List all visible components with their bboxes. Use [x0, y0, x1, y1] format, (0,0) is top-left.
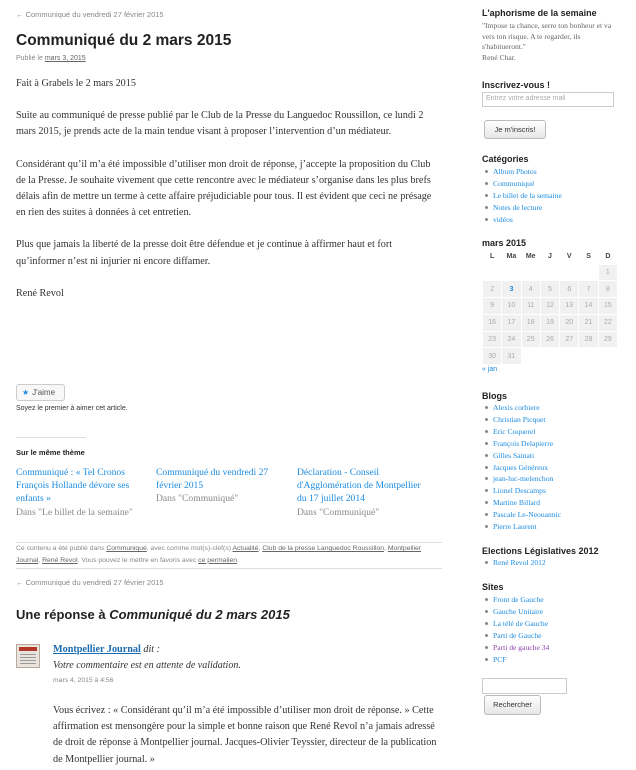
- blogs-list: [482, 402, 561, 533]
- aphorism-quote: "Impose ta chance, serre ton bonheur et va vers ton risque. A te regarder, ils s'habitueront.": [482, 21, 612, 51]
- blog-item[interactable]: Lionel Descamps: [482, 485, 561, 497]
- subscribe-button[interactable]: Je m'inscris!: [484, 120, 546, 139]
- footer-text: .: [237, 556, 239, 564]
- calendar: [482, 250, 618, 365]
- comments-title-post: Communiqué du 2 mars 2015: [109, 607, 290, 622]
- calendar-day-name: Me: [525, 253, 536, 261]
- calendar-week-row: [483, 348, 618, 365]
- site-item[interactable]: Gauche Unitaire: [482, 606, 549, 618]
- related-context: Dans "Communiqué": [156, 493, 239, 505]
- calendar-empty-cell: [560, 264, 579, 281]
- related-item: [156, 466, 290, 506]
- related-context: Dans "Le billet de la semaine": [16, 506, 133, 518]
- site-item[interactable]: La télé de Gauche: [482, 618, 549, 630]
- calendar-day: 11: [521, 298, 540, 315]
- calendar-day: 29: [598, 331, 617, 348]
- calendar-day: 10: [502, 298, 521, 315]
- calendar-day: 9: [483, 298, 502, 315]
- calendar-empty-cell: [521, 348, 540, 365]
- calendar-day: 21: [579, 314, 598, 331]
- calendar-day-link[interactable]: 3: [502, 281, 521, 298]
- related-divider: [16, 437, 86, 438]
- calendar-week-row: [483, 298, 618, 315]
- related-link[interactable]: Communiqué du vendredi 27 février 2015: [156, 467, 269, 492]
- calendar-day: 1: [598, 264, 617, 281]
- calendar-week-row: [483, 264, 618, 281]
- calendar-day: 13: [560, 298, 579, 315]
- calendar-day-name: L: [490, 253, 495, 261]
- tag-link[interactable]: Club de la presse Languedoc Roussillon: [262, 545, 385, 552]
- post-meta: [16, 55, 86, 62]
- post-paragraph: Considérant qu’il m’a été impossible d’utiliser mon droit de réponse, j’accepte la proposition du Club de la Presse. Je souhaite vivement que cette rencontre avec le médiateur s’organise dans les plus brefs délais afin de mettre un terme à cette affaire préjudiciable pour tous. Il est évident que ceci ne présage en rien des suites à données à cet entretien.: [16, 158, 432, 219]
- blog-item[interactable]: Jacques Généreux: [482, 462, 561, 474]
- post-footer-meta: Ce contenu a été publié dans Communiqué, avec comme mot(s)-clef(s) Actualité, Club de la presse Languedoc Roussillon, Montpellier Journal, René Revol. Vous pouvez le mettre en favoris avec ce permalien.: [16, 542, 442, 566]
- post-content: [16, 76, 442, 318]
- calendar-day: 8: [598, 281, 617, 298]
- category-link[interactable]: Communiqué: [106, 545, 147, 552]
- calendar-day: 15: [598, 298, 617, 315]
- tag-link[interactable]: Montpellier Journal: [16, 545, 422, 564]
- calendar-title: mars 2015: [482, 238, 527, 248]
- elections-list: [482, 557, 546, 569]
- calendar-empty-cell: [579, 348, 598, 365]
- calendar-empty-cell: [521, 264, 540, 281]
- comment-date[interactable]: mars 4, 2015 à 4:56: [53, 677, 114, 684]
- category-item[interactable]: vidéos: [482, 214, 562, 226]
- site-item[interactable]: Parti de gauche 34: [482, 642, 549, 654]
- blog-item[interactable]: Alexis corbiere: [482, 402, 561, 414]
- footer-text: . Vous pouvez le mettre en favoris avec: [77, 556, 197, 564]
- comments-title-prefix: Une réponse à: [16, 607, 106, 622]
- calendar-day: 12: [540, 298, 559, 315]
- calendar-day-name: D: [605, 253, 611, 261]
- blog-item[interactable]: Pierre Laurent: [482, 521, 561, 533]
- calendar-day: 6: [560, 281, 579, 298]
- blog-item[interactable]: Gilles Sainati: [482, 450, 561, 462]
- like-first-text: Soyez le premier à aimer cet article.: [16, 405, 128, 412]
- blogs-title: Blogs: [482, 391, 508, 401]
- calendar-empty-cell: [502, 264, 521, 281]
- elections-title: Elections Législatives 2012: [482, 546, 599, 556]
- calendar-header-row: [483, 250, 618, 264]
- calendar-day: 31: [502, 348, 521, 365]
- post-signature: René Revol: [16, 287, 64, 299]
- calendar-day: 24: [502, 331, 521, 348]
- calendar-day: 28: [579, 331, 598, 348]
- calendar-day: 14: [579, 298, 598, 315]
- calendar-day: 16: [483, 314, 502, 331]
- sites-list: [482, 594, 549, 665]
- related-item: [16, 466, 150, 519]
- calendar-day: 26: [540, 331, 559, 348]
- search-button[interactable]: Rechercher: [484, 695, 541, 715]
- calendar-empty-cell: [598, 348, 617, 365]
- site-item[interactable]: Front de Gauche: [482, 594, 549, 606]
- commenter-avatar: [16, 644, 40, 668]
- calendar-day-name: S: [586, 253, 591, 261]
- blog-item[interactable]: Martine Billard: [482, 497, 561, 509]
- related-item: [297, 466, 431, 519]
- category-item[interactable]: Notes de lecture: [482, 202, 562, 214]
- post-date-link[interactable]: mars 3, 2015: [44, 55, 86, 62]
- calendar-day: 17: [502, 314, 521, 331]
- calendar-day-name: Ma: [506, 253, 517, 261]
- like-label: J'aime: [32, 388, 56, 397]
- blog-item[interactable]: jean-luc-melenchon: [482, 473, 561, 485]
- permalink-link[interactable]: ce permalien: [198, 556, 238, 564]
- calendar-empty-cell: [483, 264, 502, 281]
- calendar-empty-cell: [579, 264, 598, 281]
- calendar-day-name: V: [566, 253, 572, 261]
- tag-link[interactable]: René Revol: [42, 556, 78, 564]
- blog-item[interactable]: Eric Coquerel: [482, 426, 561, 438]
- categories-title: Catégories: [482, 154, 529, 164]
- calendar-day: 22: [598, 314, 617, 331]
- calendar-day: 18: [521, 314, 540, 331]
- category-item[interactable]: Le billet de la semaine: [482, 190, 562, 202]
- search-input[interactable]: [482, 678, 567, 694]
- calendar-week-row: [483, 314, 618, 331]
- divider: [16, 568, 442, 569]
- calendar-day: 2: [483, 281, 502, 298]
- calendar-empty-cell: [560, 348, 579, 365]
- tag-link[interactable]: Actualité: [232, 545, 259, 552]
- calendar-day: 19: [540, 314, 559, 331]
- calendar-day: 4: [521, 281, 540, 298]
- blog-item[interactable]: Christian Picquet: [482, 414, 561, 426]
- categories-list: [482, 166, 562, 226]
- aphorism-text: [482, 21, 618, 63]
- site-item[interactable]: PCF: [482, 654, 549, 666]
- footer-text: Ce contenu a été publié dans: [16, 545, 105, 552]
- calendar-week-row: [483, 281, 618, 298]
- post-paragraph: Plus que jamais la liberté de la presse doit être défendue et je continue à affirmer haut et fort qu’informer n’est ni injurier ni encore diffamer.: [16, 239, 393, 267]
- calendar-prev-link[interactable]: « jan: [482, 366, 498, 373]
- post-paragraph: Fait à Grabels le 2 mars 2015: [16, 78, 136, 89]
- category-item[interactable]: Album Photos: [482, 166, 562, 178]
- election-item[interactable]: René Revol 2012: [482, 557, 546, 569]
- calendar-day: 30: [483, 348, 502, 365]
- calendar-day: 25: [521, 331, 540, 348]
- email-input[interactable]: Entrez votre adresse mail: [482, 92, 614, 107]
- calendar-empty-cell: [540, 264, 559, 281]
- comment-author-link[interactable]: Montpellier Journal: [53, 644, 141, 655]
- subscribe-title: Inscrivez-vous !: [482, 80, 551, 90]
- prev-post-link[interactable]: ← Communiqué du vendredi 27 février 2015: [16, 10, 164, 19]
- calendar-day-name: J: [548, 253, 552, 261]
- site-item[interactable]: Parti de Gauche: [482, 630, 549, 642]
- related-link[interactable]: Communiqué : « Tel Cronos François Hollande dévore ses enfants »: [16, 467, 130, 505]
- sites-title: Sites: [482, 582, 504, 592]
- comment-body: Vous écrivez : « Considérant qu’il m’a été impossible d’utiliser mon droit de réponse. » Cette affirmation est mensongère pour la simple et bonne raison que René Revol n’a jamais adressé de droit de réponse à Montpellier journal. Jacques-Olivier Teyssier, directeur de la publication de Montpellier journal. »: [53, 705, 437, 765]
- comment-says: dit :: [143, 644, 161, 655]
- calendar-day: 20: [560, 314, 579, 331]
- blog-item[interactable]: Pascale Le-Neouannic: [482, 509, 561, 521]
- star-icon: ★: [22, 388, 30, 397]
- comment-author: [53, 644, 160, 655]
- related-context: Dans "Communiqué": [297, 506, 380, 518]
- calendar-body: [483, 264, 618, 365]
- related-heading: Sur le même thème: [16, 448, 85, 457]
- post-title: Communiqué du 2 mars 2015: [16, 32, 232, 49]
- blog-item[interactable]: François Delapierre: [482, 438, 561, 450]
- post-paragraph: Suite au communiqué de presse publié par le Club de la Presse du Languedoc Roussillon, ce lundi 2 mars 2015, je prends acte de la main tendue visant à proposer l’intervention d’un médiateur.: [16, 110, 424, 138]
- footer-text: , avec comme mot(s)-clef(s): [146, 545, 231, 552]
- calendar-day: 5: [540, 281, 559, 298]
- aphorism-author: René Char.: [482, 52, 516, 62]
- calendar-day: 27: [560, 331, 579, 348]
- like-button[interactable]: [16, 384, 65, 401]
- comments-title: [16, 607, 290, 622]
- prev-post-link-bottom[interactable]: ← Communiqué du vendredi 27 février 2015: [16, 578, 164, 587]
- related-link[interactable]: Déclaration - Conseil d'Agglomération de Montpellier du 17 juillet 2014: [297, 467, 421, 505]
- calendar-day: 7: [579, 281, 598, 298]
- comment-awaiting: Votre commentaire est en attente de validation.: [53, 660, 241, 671]
- post-meta-prefix: Publié le: [16, 55, 43, 62]
- calendar-day: 23: [483, 331, 502, 348]
- calendar-empty-cell: [540, 348, 559, 365]
- calendar-week-row: [483, 331, 618, 348]
- category-item[interactable]: Communiqué: [482, 178, 562, 190]
- aphorism-title: L'aphorisme de la semaine: [482, 8, 597, 18]
